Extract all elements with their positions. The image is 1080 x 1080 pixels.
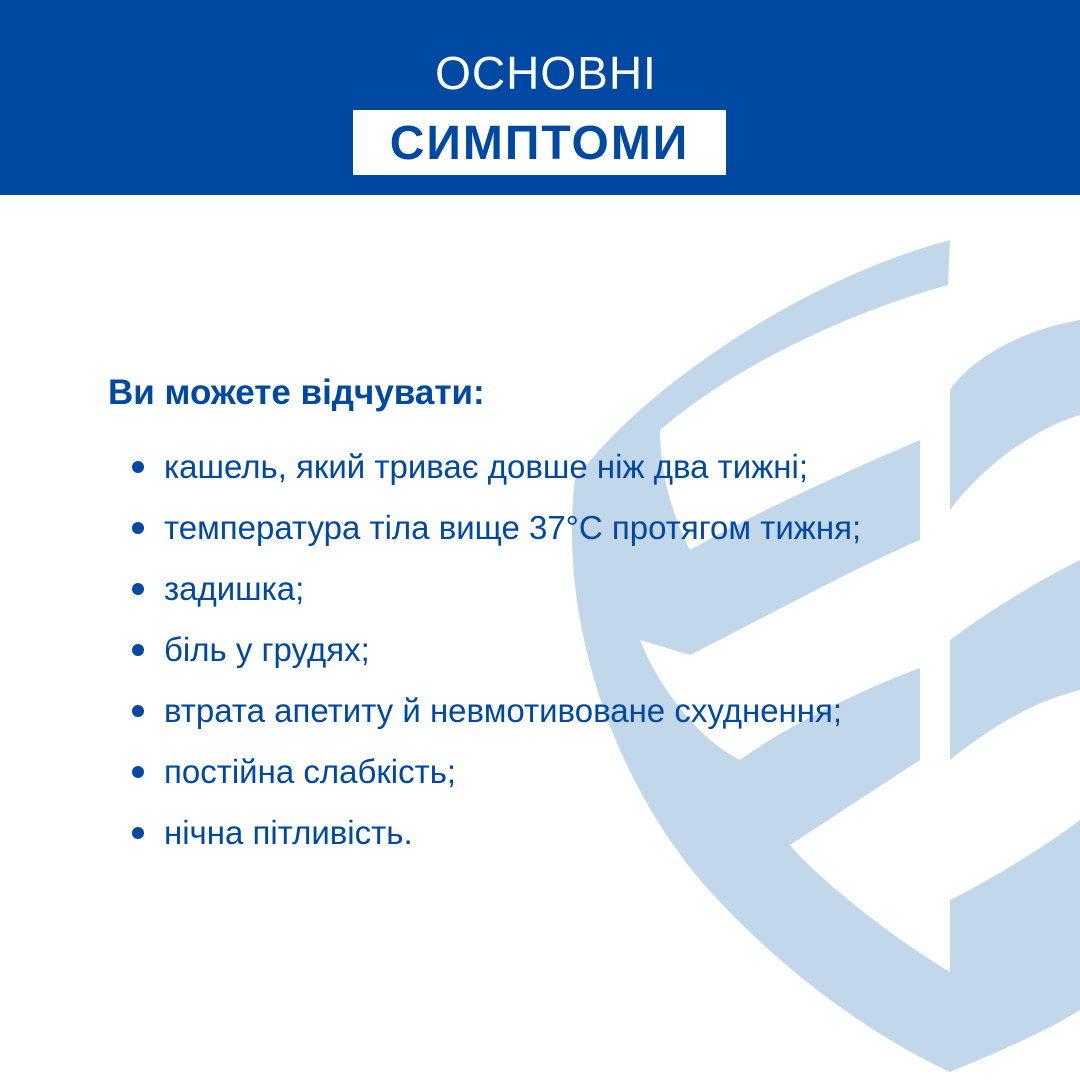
bullet-icon xyxy=(132,583,144,595)
list-item-text: кашель, який триває довше ніж два тижні; xyxy=(164,448,809,485)
list-item-text: втрата апетиту й невмотивоване схуднення; xyxy=(164,692,843,729)
list-item xyxy=(108,680,1028,741)
bullet-icon xyxy=(132,644,144,656)
header-title-line1: ОСНОВНІ xyxy=(435,47,657,99)
symptoms-list xyxy=(108,436,1028,863)
bullet-icon xyxy=(132,827,144,839)
list-item-text: біль у грудях; xyxy=(164,631,370,668)
bullet-icon xyxy=(132,705,144,717)
bullet-icon xyxy=(132,461,144,473)
list-item-text: температура тіла вище 37°С протягом тижня; xyxy=(164,509,862,546)
list-item xyxy=(108,741,1028,802)
list-item xyxy=(108,558,1028,619)
bullet-icon xyxy=(132,766,144,778)
list-item xyxy=(108,436,1028,497)
list-item-text: нічна пітливість. xyxy=(164,814,413,851)
header-title-box xyxy=(353,110,726,175)
list-item xyxy=(108,497,1028,558)
list-item-text: задишка; xyxy=(164,570,305,607)
list-item xyxy=(108,802,1028,863)
symptoms-section xyxy=(108,368,1028,863)
header-banner xyxy=(0,0,1080,195)
list-item-text: постійна слабкість; xyxy=(164,753,457,790)
header-title-line2: СИМПТОМИ xyxy=(389,117,690,170)
bullet-icon xyxy=(132,522,144,534)
intro-heading: Ви можете відчувати: xyxy=(108,373,485,412)
list-item xyxy=(108,619,1028,680)
